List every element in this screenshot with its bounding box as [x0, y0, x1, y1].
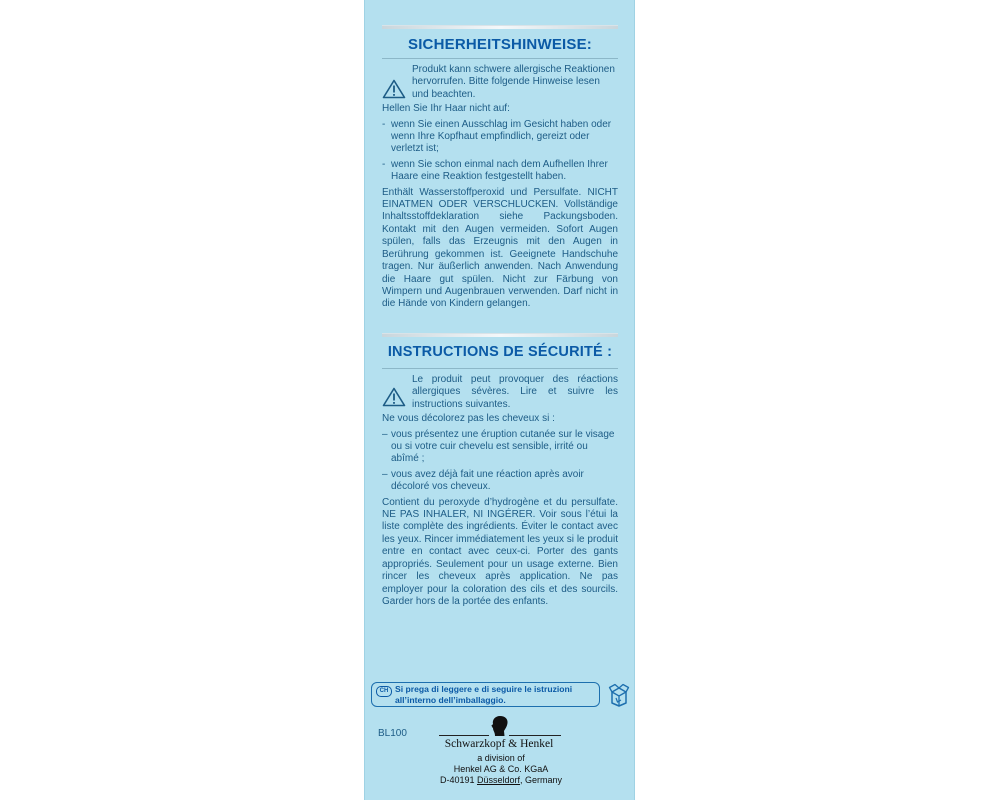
de-lead: Hellen Sie Ihr Haar nicht auf: [382, 103, 510, 115]
fr-item-text: vous avez déjà fait une réaction après avoir décoloré vos cheveux. [391, 468, 584, 493]
de-body: Enthält Wasserstoffperoxid und Persulfate. NICHT EINATMEN ODER VERSCHLUCKEN. Vollständige Inhaltsstoffdeklaration siehe Packungsboden. Kontakt mit den Augen vermeiden. Sofort Augen spülen, falls das Erzeugnis mit den Augen in Berührung gekommen ist. Geeignete Handschuhe tragen. Nur äußerlich anwenden. Nach Anwendung die Haare gut spülen. Nicht zur Färbung von Wimpern und Augenbrauen verwenden. Darf nicht in die Hände von Kindern gelangen. [382, 186, 618, 310]
fr-heading-underline [382, 368, 618, 369]
dash-marker: – [382, 468, 388, 480]
country: , Germany [520, 775, 563, 785]
middle-divider [382, 333, 618, 337]
product-code: BL100 [378, 728, 407, 739]
de-heading-underline [382, 58, 618, 59]
de-intro: Produkt kann schwere allergische Reaktionen hervorrufen. Bitte folgende Hinweise lesen und beachten. [412, 64, 615, 100]
brand-rule-right [509, 735, 561, 736]
silhouette-logo-icon [489, 714, 511, 738]
de-item-text: wenn Sie einen Ausschlag im Gesicht haben oder wenn Ihre Kopfhaut empfindlich, gereizt oder verletzt ist; [391, 118, 612, 155]
de-item-1 [382, 119, 618, 156]
city: Düsseldorf [476, 775, 521, 785]
dash-marker: - [382, 158, 386, 170]
dash-marker: – [382, 428, 388, 440]
address-line-1: a division of [477, 753, 525, 763]
fr-item-1 [382, 429, 618, 466]
de-text-block [382, 64, 618, 311]
de-item-text: wenn Sie schon einmal nach dem Aufhellen Ihrer Haare eine Reaktion festgestellt haben. [391, 158, 608, 183]
fr-item-2 [382, 469, 618, 494]
company-address [409, 753, 593, 786]
fr-body: Contient du peroxyde d’hydrogène et du persulfate. NE PAS INHALER, NI INGÉRER. Voir sous l’étui la liste complète des ingrédients. Éviter le contact avec les yeux. Rincer immédiatement les yeux si le produit entre en contact avec ceux-ci. Porter des gants appropriés. Seulement pour un usage externe. Bien rincer les cheveux après application. Ne pas employer pour la coloration des cils et des sourcils. Garder hors de la portée des enfants. [382, 496, 618, 607]
open-box-icon [608, 683, 630, 707]
fr-lead: Ne vous décolorez pas les cheveux si : [382, 413, 555, 425]
brand-name: Schwarzkopf & Henkel [444, 738, 554, 750]
safety-panel [364, 0, 635, 800]
fr-text-block [382, 374, 618, 608]
address-line-2: Henkel AG & Co. KGaA [453, 764, 549, 774]
fr-intro: Le produit peut provoquer des réactions allergiques sévères. Lire et suivre les instructions suivantes. [412, 374, 618, 410]
address-line-3 [409, 775, 593, 786]
fr-heading: INSTRUCTIONS DE SÉCURITÉ : [387, 344, 613, 360]
dash-marker: - [382, 118, 386, 130]
fr-item-text: vous présentez une éruption cutanée sur le visage ou si votre cuir chevelu est sensible, irrité ou abîmé ; [391, 428, 615, 465]
country-badge: CH [376, 686, 392, 697]
brand-rule-left [439, 735, 489, 736]
de-heading: SICHERHEITSHINWEISE: [407, 36, 592, 53]
italian-notice-box [371, 682, 600, 707]
postal-code: D-40191 [439, 775, 477, 785]
italian-notice-text: Si prega di leggere e di seguire le istruzioni all’interno dell’imballaggio. [395, 684, 573, 705]
top-divider [382, 25, 618, 29]
de-item-2 [382, 159, 618, 184]
